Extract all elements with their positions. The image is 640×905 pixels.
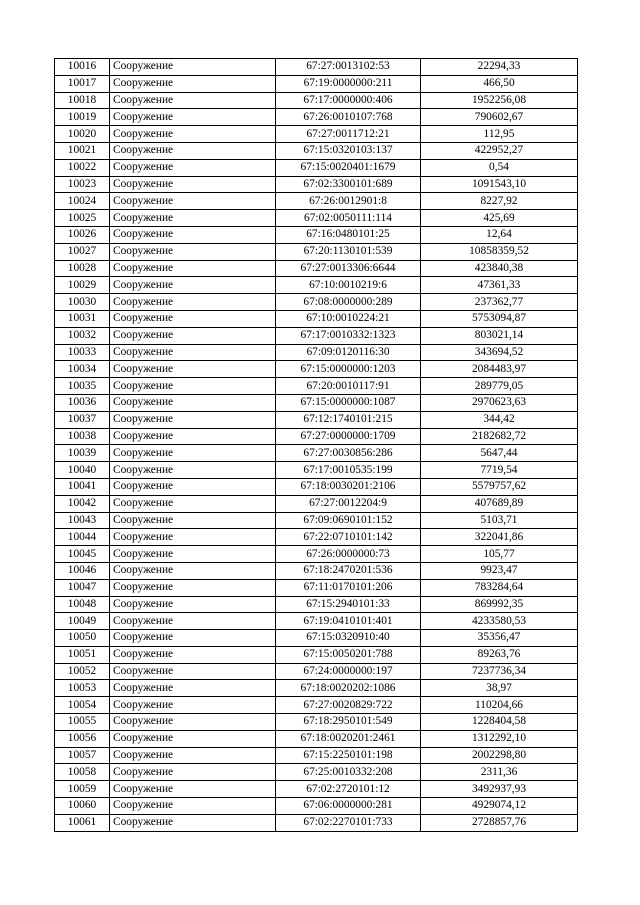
table-row: [55, 176, 578, 193]
value-cell: 2002298,80: [421, 747, 578, 764]
object-type-cell: Сооружение: [110, 596, 276, 613]
value-cell: 5753094,87: [421, 310, 578, 327]
table-row: [55, 109, 578, 126]
row-number-cell: 10042: [55, 495, 110, 512]
object-type-cell: Сооружение: [110, 445, 276, 462]
table-row: [55, 327, 578, 344]
value-cell: 105,77: [421, 546, 578, 563]
cadastral-number-cell: 67:18:0030201:2106: [276, 478, 421, 495]
cadastral-number-cell: 67:17:0000000:406: [276, 92, 421, 109]
cadastral-number-cell: 67:25:0010332:208: [276, 764, 421, 781]
table-row: [55, 142, 578, 159]
cadastral-number-cell: 67:11:0170101:206: [276, 579, 421, 596]
object-type-cell: Сооружение: [110, 327, 276, 344]
value-cell: 2311,36: [421, 764, 578, 781]
value-cell: 1952256,08: [421, 92, 578, 109]
table-row: [55, 411, 578, 428]
value-cell: 803021,14: [421, 327, 578, 344]
table-row: [55, 546, 578, 563]
row-number-cell: 10038: [55, 428, 110, 445]
value-cell: 1091543,10: [421, 176, 578, 193]
table-row: [55, 495, 578, 512]
object-type-cell: Сооружение: [110, 159, 276, 176]
value-cell: 4929074,12: [421, 798, 578, 815]
object-type-cell: Сооружение: [110, 562, 276, 579]
cadastral-number-cell: 67:10:0010219:6: [276, 277, 421, 294]
value-cell: 2084483,97: [421, 361, 578, 378]
row-number-cell: 10047: [55, 579, 110, 596]
value-cell: 22294,33: [421, 59, 578, 76]
value-cell: 289779,05: [421, 378, 578, 395]
cadastral-number-cell: 67:18:2950101:549: [276, 714, 421, 731]
cadastral-number-cell: 67:15:0000000:1087: [276, 394, 421, 411]
row-number-cell: 10041: [55, 478, 110, 495]
row-number-cell: 10032: [55, 327, 110, 344]
object-type-cell: Сооружение: [110, 714, 276, 731]
object-type-cell: Сооружение: [110, 730, 276, 747]
object-type-cell: Сооружение: [110, 478, 276, 495]
value-cell: 35356,47: [421, 630, 578, 647]
cadastral-number-cell: 67:26:0000000:73: [276, 546, 421, 563]
cadastral-number-cell: 67:09:0120116:30: [276, 344, 421, 361]
row-number-cell: 10061: [55, 814, 110, 831]
value-cell: 423840,38: [421, 260, 578, 277]
table-row: [55, 394, 578, 411]
object-type-cell: Сооружение: [110, 344, 276, 361]
row-number-cell: 10060: [55, 798, 110, 815]
row-number-cell: 10048: [55, 596, 110, 613]
row-number-cell: 10040: [55, 462, 110, 479]
cadastral-number-cell: 67:15:0320103:137: [276, 142, 421, 159]
table-row: [55, 562, 578, 579]
table-row: [55, 344, 578, 361]
cadastral-number-cell: 67:26:0012901:8: [276, 193, 421, 210]
table-row: [55, 680, 578, 697]
document-page: [54, 58, 578, 832]
table-row: [55, 747, 578, 764]
object-type-cell: Сооружение: [110, 210, 276, 227]
object-type-cell: Сооружение: [110, 428, 276, 445]
cadastral-number-cell: 67:15:2250101:198: [276, 747, 421, 764]
table-row: [55, 159, 578, 176]
value-cell: 89263,76: [421, 646, 578, 663]
cadastral-number-cell: 67:17:0010332:1323: [276, 327, 421, 344]
row-number-cell: 10045: [55, 546, 110, 563]
row-number-cell: 10051: [55, 646, 110, 663]
value-cell: 783284,64: [421, 579, 578, 596]
table-row: [55, 781, 578, 798]
table-row: [55, 714, 578, 731]
value-cell: 0,54: [421, 159, 578, 176]
table-row: [55, 294, 578, 311]
table-row: [55, 478, 578, 495]
cadastral-number-cell: 67:18:0020202:1086: [276, 680, 421, 697]
object-type-cell: Сооружение: [110, 495, 276, 512]
row-number-cell: 10025: [55, 210, 110, 227]
row-number-cell: 10039: [55, 445, 110, 462]
object-type-cell: Сооружение: [110, 697, 276, 714]
row-number-cell: 10053: [55, 680, 110, 697]
object-type-cell: Сооружение: [110, 814, 276, 831]
table-row: [55, 579, 578, 596]
value-cell: 5103,71: [421, 512, 578, 529]
object-type-cell: Сооружение: [110, 92, 276, 109]
row-number-cell: 10021: [55, 142, 110, 159]
table-row: [55, 310, 578, 327]
object-type-cell: Сооружение: [110, 747, 276, 764]
object-type-cell: Сооружение: [110, 663, 276, 680]
object-type-cell: Сооружение: [110, 243, 276, 260]
object-type-cell: Сооружение: [110, 680, 276, 697]
value-cell: 1228404,58: [421, 714, 578, 731]
row-number-cell: 10030: [55, 294, 110, 311]
cadastral-number-cell: 67:20:1130101:539: [276, 243, 421, 260]
value-cell: 3492937,93: [421, 781, 578, 798]
row-number-cell: 10052: [55, 663, 110, 680]
value-cell: 112,95: [421, 126, 578, 143]
table-row: [55, 646, 578, 663]
cadastral-number-cell: 67:27:0013306:6644: [276, 260, 421, 277]
cadastral-number-cell: 67:09:0690101:152: [276, 512, 421, 529]
value-cell: 869992,35: [421, 596, 578, 613]
object-type-cell: Сооружение: [110, 529, 276, 546]
row-number-cell: 10022: [55, 159, 110, 176]
value-cell: 343694,52: [421, 344, 578, 361]
value-cell: 8227,92: [421, 193, 578, 210]
row-number-cell: 10059: [55, 781, 110, 798]
table-row: [55, 126, 578, 143]
table-row: [55, 59, 578, 76]
row-number-cell: 10055: [55, 714, 110, 731]
cadastral-number-cell: 67:16:0480101:25: [276, 226, 421, 243]
table-row: [55, 75, 578, 92]
object-type-cell: Сооружение: [110, 630, 276, 647]
table-row: [55, 663, 578, 680]
value-cell: 425,69: [421, 210, 578, 227]
value-cell: 2728857,76: [421, 814, 578, 831]
object-type-cell: Сооружение: [110, 75, 276, 92]
cadastral-number-cell: 67:17:0010535:199: [276, 462, 421, 479]
object-type-cell: Сооружение: [110, 613, 276, 630]
cadastral-number-cell: 67:08:0000000:289: [276, 294, 421, 311]
row-number-cell: 10058: [55, 764, 110, 781]
table-row: [55, 613, 578, 630]
object-type-cell: Сооружение: [110, 277, 276, 294]
cadastral-number-cell: 67:19:0000000:211: [276, 75, 421, 92]
cadastral-number-cell: 67:15:0020401:1679: [276, 159, 421, 176]
cadastral-number-cell: 67:22:0710101:142: [276, 529, 421, 546]
row-number-cell: 10054: [55, 697, 110, 714]
object-type-cell: Сооружение: [110, 59, 276, 76]
table-row: [55, 193, 578, 210]
table-row: [55, 630, 578, 647]
row-number-cell: 10046: [55, 562, 110, 579]
object-type-cell: Сооружение: [110, 176, 276, 193]
row-number-cell: 10036: [55, 394, 110, 411]
value-cell: 5579757,62: [421, 478, 578, 495]
cadastral-number-cell: 67:27:0011712:21: [276, 126, 421, 143]
cadastral-table: [54, 58, 578, 832]
cadastral-number-cell: 67:02:0050111:114: [276, 210, 421, 227]
value-cell: 322041,86: [421, 529, 578, 546]
value-cell: 466,50: [421, 75, 578, 92]
object-type-cell: Сооружение: [110, 512, 276, 529]
cadastral-number-cell: 67:24:0000000:197: [276, 663, 421, 680]
table-row: [55, 814, 578, 831]
object-type-cell: Сооружение: [110, 411, 276, 428]
table-row: [55, 730, 578, 747]
cadastral-number-cell: 67:27:0030856:286: [276, 445, 421, 462]
cadastral-number-cell: 67:12:1740101:215: [276, 411, 421, 428]
table-row: [55, 277, 578, 294]
object-type-cell: Сооружение: [110, 462, 276, 479]
object-type-cell: Сооружение: [110, 781, 276, 798]
row-number-cell: 10024: [55, 193, 110, 210]
row-number-cell: 10026: [55, 226, 110, 243]
object-type-cell: Сооружение: [110, 294, 276, 311]
value-cell: 110204,66: [421, 697, 578, 714]
object-type-cell: Сооружение: [110, 764, 276, 781]
table-row: [55, 378, 578, 395]
value-cell: 1312292,10: [421, 730, 578, 747]
value-cell: 9923,47: [421, 562, 578, 579]
value-cell: 38,97: [421, 680, 578, 697]
row-number-cell: 10018: [55, 92, 110, 109]
value-cell: 2182682,72: [421, 428, 578, 445]
cadastral-number-cell: 67:10:0010224:21: [276, 310, 421, 327]
row-number-cell: 10044: [55, 529, 110, 546]
cadastral-number-cell: 67:15:2940101:33: [276, 596, 421, 613]
value-cell: 4233580,53: [421, 613, 578, 630]
cadastral-number-cell: 67:15:0000000:1203: [276, 361, 421, 378]
row-number-cell: 10033: [55, 344, 110, 361]
table-row: [55, 92, 578, 109]
cadastral-number-cell: 67:27:0020829:722: [276, 697, 421, 714]
cadastral-number-cell: 67:27:0013102:53: [276, 59, 421, 76]
table-row: [55, 361, 578, 378]
object-type-cell: Сооружение: [110, 394, 276, 411]
object-type-cell: Сооружение: [110, 260, 276, 277]
cadastral-number-cell: 67:15:0050201:788: [276, 646, 421, 663]
object-type-cell: Сооружение: [110, 646, 276, 663]
object-type-cell: Сооружение: [110, 226, 276, 243]
value-cell: 47361,33: [421, 277, 578, 294]
table-body: [55, 59, 578, 832]
value-cell: 790602,67: [421, 109, 578, 126]
row-number-cell: 10028: [55, 260, 110, 277]
cadastral-number-cell: 67:02:3300101:689: [276, 176, 421, 193]
value-cell: 407689,89: [421, 495, 578, 512]
row-number-cell: 10020: [55, 126, 110, 143]
object-type-cell: Сооружение: [110, 126, 276, 143]
cadastral-number-cell: 67:20:0010117:91: [276, 378, 421, 395]
row-number-cell: 10016: [55, 59, 110, 76]
cadastral-number-cell: 67:19:0410101:401: [276, 613, 421, 630]
table-row: [55, 428, 578, 445]
table-row: [55, 596, 578, 613]
object-type-cell: Сооружение: [110, 378, 276, 395]
table-row: [55, 697, 578, 714]
object-type-cell: Сооружение: [110, 546, 276, 563]
value-cell: 10858359,52: [421, 243, 578, 260]
row-number-cell: 10034: [55, 361, 110, 378]
row-number-cell: 10057: [55, 747, 110, 764]
row-number-cell: 10056: [55, 730, 110, 747]
row-number-cell: 10043: [55, 512, 110, 529]
cadastral-number-cell: 67:27:0000000:1709: [276, 428, 421, 445]
value-cell: 5647,44: [421, 445, 578, 462]
table-row: [55, 210, 578, 227]
object-type-cell: Сооружение: [110, 798, 276, 815]
table-row: [55, 462, 578, 479]
cadastral-number-cell: 67:15:0320910:40: [276, 630, 421, 647]
object-type-cell: Сооружение: [110, 109, 276, 126]
cadastral-number-cell: 67:27:0012204:9: [276, 495, 421, 512]
row-number-cell: 10017: [55, 75, 110, 92]
row-number-cell: 10029: [55, 277, 110, 294]
row-number-cell: 10049: [55, 613, 110, 630]
table-row: [55, 445, 578, 462]
row-number-cell: 10019: [55, 109, 110, 126]
table-row: [55, 243, 578, 260]
object-type-cell: Сооружение: [110, 579, 276, 596]
row-number-cell: 10031: [55, 310, 110, 327]
table-row: [55, 529, 578, 546]
value-cell: 2970623,63: [421, 394, 578, 411]
row-number-cell: 10027: [55, 243, 110, 260]
cadastral-number-cell: 67:02:2720101:12: [276, 781, 421, 798]
object-type-cell: Сооружение: [110, 361, 276, 378]
row-number-cell: 10023: [55, 176, 110, 193]
table-row: [55, 764, 578, 781]
value-cell: 12,64: [421, 226, 578, 243]
cadastral-number-cell: 67:18:2470201:536: [276, 562, 421, 579]
object-type-cell: Сооружение: [110, 193, 276, 210]
cadastral-number-cell: 67:06:0000000:281: [276, 798, 421, 815]
row-number-cell: 10035: [55, 378, 110, 395]
value-cell: 344,42: [421, 411, 578, 428]
cadastral-number-cell: 67:02:2270101:733: [276, 814, 421, 831]
object-type-cell: Сооружение: [110, 142, 276, 159]
cadastral-number-cell: 67:26:0010107:768: [276, 109, 421, 126]
table-row: [55, 798, 578, 815]
cadastral-number-cell: 67:18:0020201:2461: [276, 730, 421, 747]
value-cell: 7719,54: [421, 462, 578, 479]
value-cell: 422952,27: [421, 142, 578, 159]
table-row: [55, 512, 578, 529]
row-number-cell: 10037: [55, 411, 110, 428]
object-type-cell: Сооружение: [110, 310, 276, 327]
row-number-cell: 10050: [55, 630, 110, 647]
table-row: [55, 260, 578, 277]
value-cell: 237362,77: [421, 294, 578, 311]
table-row: [55, 226, 578, 243]
value-cell: 7237736,34: [421, 663, 578, 680]
